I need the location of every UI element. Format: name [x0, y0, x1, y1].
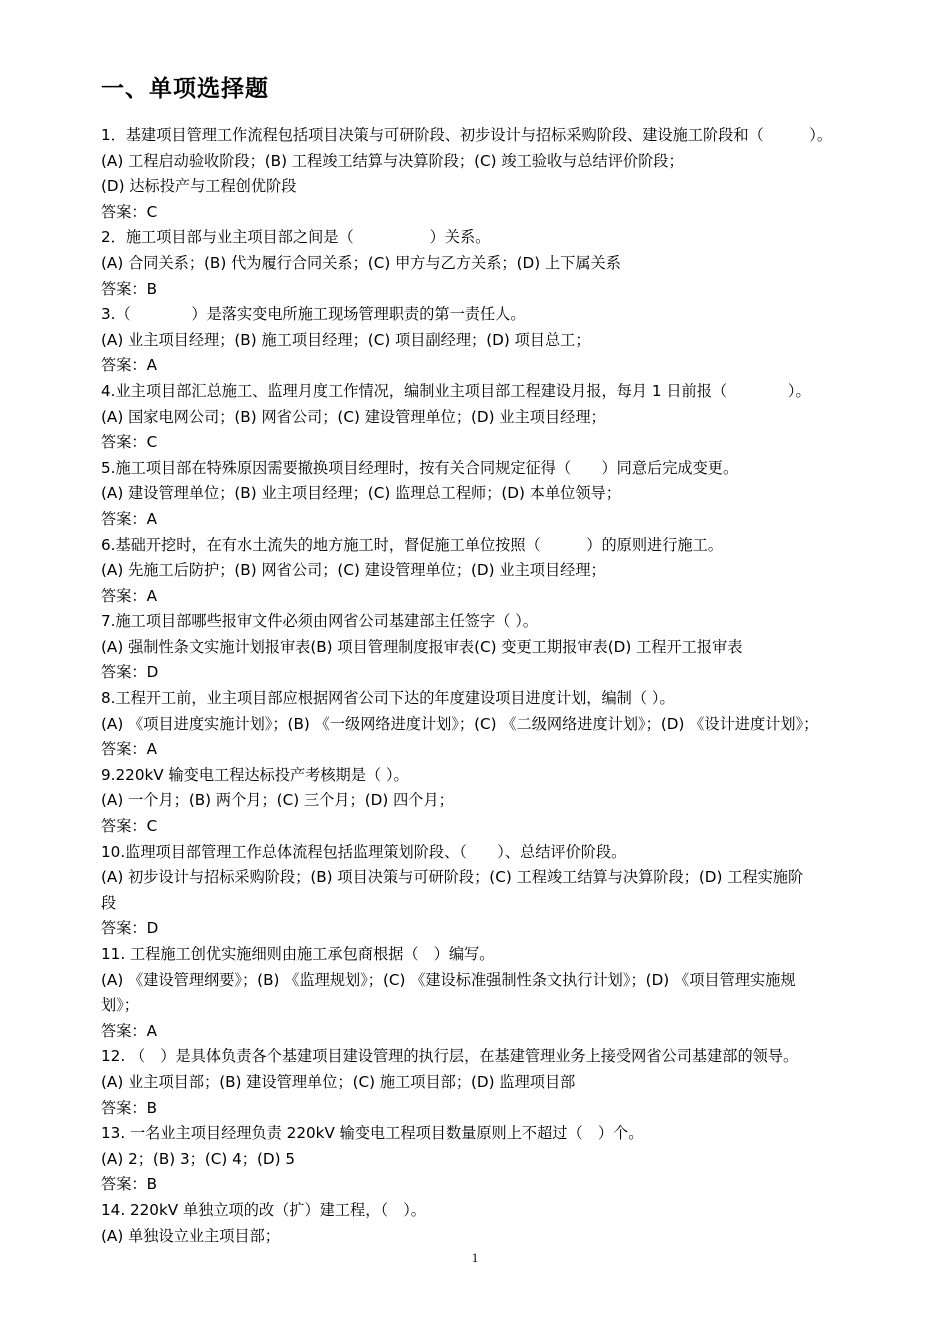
text-line: 答案：B — [101, 279, 157, 298]
text-line: 答案：C — [101, 433, 158, 452]
text-line: 答案：A — [101, 356, 157, 375]
text-line: 12. （ ）是具体负责各个基建项目建设管理的执行层，在基建管理业务上接受网省公司基建部的领导。 — [101, 1047, 799, 1066]
text-line: (A) 国家电网公司；(B) 网省公司；(C) 建设管理单位；(D) 业主项目经理； — [101, 407, 606, 426]
text-line: 10.监理项目部管理工作总体流程包括监理策划阶段、（ ）、总结评价阶段。 — [101, 842, 627, 861]
text-line: 答案：A — [101, 509, 157, 528]
text-line: (A) 工程启动验收阶段；(B) 工程竣工结算与决算阶段；(C) 竣工验收与总结评价阶段； — [101, 151, 684, 170]
text-line: 答案：A — [101, 740, 157, 759]
text-line: 14. 220kV 单独立项的改（扩）建工程，（ ）。 — [101, 1200, 426, 1219]
text-line: (A) 《建设管理纲要》；(B) 《监理规划》；(C) 《建设标准强制性条文执行计划》；(D) 《项目管理实施规 — [101, 970, 796, 989]
section-heading: 一、单项选择题 — [101, 76, 269, 102]
text-line: (D) 达标投产与工程创优阶段 — [101, 177, 297, 196]
text-line: (A) 强制性条文实施计划报审表(B) 项目管理制度报审表(C) 变更工期报审表(D) 工程开工报审表 — [101, 637, 743, 656]
text-line: (A) 一个月；(B) 两个月；(C) 三个月；(D) 四个月； — [101, 791, 454, 810]
text-line: 答案：B — [101, 1175, 157, 1194]
text-line: 5.施工项目部在特殊原因需要撤换项目经理时，按有关合同规定征得（ ）同意后完成变更。 — [101, 458, 739, 477]
text-line: 划》； — [101, 996, 139, 1015]
text-line: 11. 工程施工创优实施细则由施工承包商根据（ ）编写。 — [101, 945, 495, 963]
text-line: 13. 一名业主项目经理负责 220kV 输变电工程项目数量原则上不超过（ ）个。 — [101, 1124, 644, 1143]
question-list — [101, 123, 891, 1249]
text-line: 2．施工项目部与业主项目部之间是（ ）关系。 — [101, 228, 491, 247]
text-line: (A) 2；(B) 3；(C) 4；(D) 5 — [101, 1149, 296, 1168]
text-line: 答案：A — [101, 1021, 157, 1040]
text-line: 答案：B — [101, 1098, 157, 1117]
text-line: 答案：D — [101, 919, 159, 938]
text-line: (A) 先施工后防护；(B) 网省公司；(C) 建设管理单位；(D) 业主项目经理； — [101, 561, 606, 580]
page-number: 1 — [471, 1250, 479, 1265]
text-line: (A) 《项目进度实施计划》；(B) 《一级网络进度计划》；(C) 《二级网络进度计划》；(D) 《设计进度计划》； — [101, 714, 819, 733]
text-line: 8.工程开工前，业主项目部应根据网省公司下达的年度建设项目进度计划，编制（ ）。 — [101, 689, 675, 708]
text-line: 4.业主项目部汇总施工、监理月度工作情况，编制业主项目部工程建设月报，每月 1 日前报（ ）。 — [101, 381, 811, 400]
text-line: 答案：C — [101, 817, 158, 836]
text-line: 答案：A — [101, 586, 157, 605]
text-line: (A) 单独设立业主项目部； — [101, 1226, 280, 1245]
text-line: 答案：C — [101, 202, 158, 221]
text-line: (A) 合同关系；(B) 代为履行合同关系；(C) 甲方与乙方关系；(D) 上下属关系 — [101, 253, 621, 272]
text-line: (A) 初步设计与招标采购阶段；(B) 项目决策与可研阶段；(C) 工程竣工结算与决算阶段；(D) 工程实施阶 — [101, 868, 804, 887]
text-line: 答案：D — [101, 663, 159, 682]
text-line: 3.（ ）是落实变电所施工现场管理职责的第一责任人。 — [101, 305, 526, 324]
text-line: 7.施工项目部哪些报审文件必须由网省公司基建部主任签字（ ）。 — [101, 612, 538, 631]
text-line: (A) 业主项目经理；(B) 施工项目经理；(C) 项目副经理；(D) 项目总工； — [101, 330, 591, 349]
text-line: (A) 建设管理单位；(B) 业主项目经理；(C) 监理总工程师；(D) 本单位领导； — [101, 484, 621, 503]
text-line: (A) 业主项目部；(B) 建设管理单位；(C) 施工项目部；(D) 监理项目部 — [101, 1072, 576, 1091]
text-line: 段 — [101, 893, 117, 912]
text-line: 1．基建项目管理工作流程包括项目决策与可研阶段、初步设计与招标采购阶段、建设施工阶段和（ ）。 — [101, 126, 833, 144]
text-line: 6.基础开挖时，在有水土流失的地方施工时，督促施工单位按照（ ）的原则进行施工。 — [101, 535, 723, 554]
text-line: 9.220kV 输变电工程达标投产考核期是（ ）。 — [101, 765, 409, 784]
